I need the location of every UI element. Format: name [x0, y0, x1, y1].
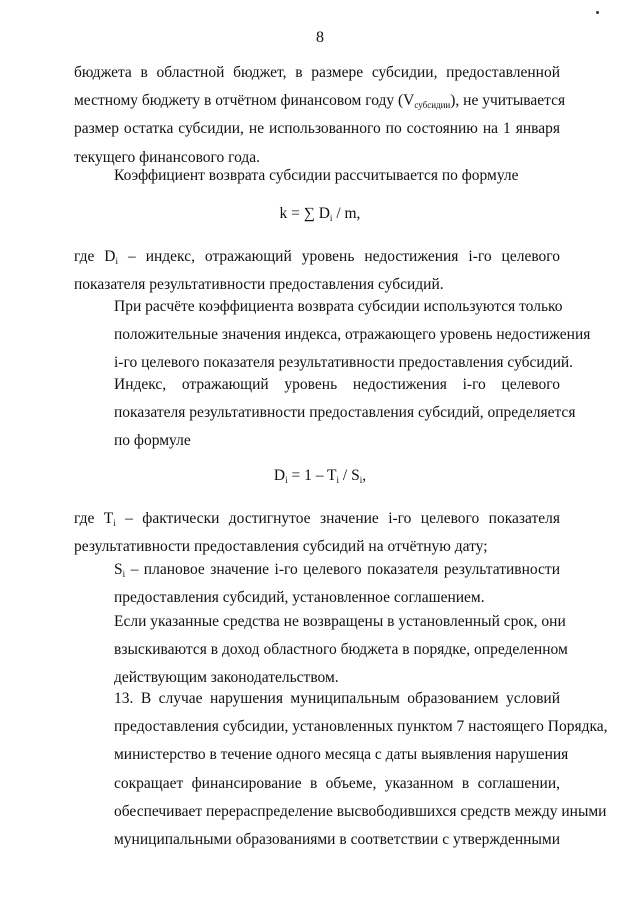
text-line: 13. В случае нарушения муниципальным образованием условий	[114, 690, 560, 707]
paragraph-carryover	[74, 59, 566, 172]
paragraph-recovery	[74, 608, 568, 693]
paragraph-si-definition	[74, 556, 560, 612]
text-line: где $D_i$ – индекс, отражающий уровень недостижения i-го целевого	[74, 248, 561, 266]
formula-index: $D_i = 1 - T_i / S_i$,	[273, 467, 367, 485]
text-line: предоставления субсидий, установленное соглашением.	[114, 589, 485, 607]
text-line: обеспечивает перераспределение высвободившихся средств между иными	[114, 802, 607, 820]
text-line: $S_i$ – плановое значение i-го целевого показателя результативности	[114, 561, 560, 579]
text-line: При расчёте коэффициента возврата субсидии используются только	[114, 298, 563, 315]
text-line: размер остатка субсидии, не использованного по состоянию на 1 января	[74, 120, 560, 138]
paragraph-section-13	[74, 685, 608, 854]
text-line: по формуле	[114, 432, 191, 450]
text-line: действующим законодательством.	[114, 669, 339, 687]
paragraph-positive-values	[74, 293, 591, 378]
text-line: i-го целевого показателя результативности предоставления субсидий.	[114, 354, 574, 372]
page-number: 8	[316, 29, 324, 46]
scan-dot	[596, 11, 599, 14]
formula-coefficient: k = ∑ $D_i$ / m,	[279, 205, 361, 223]
text-line: бюджета в областной бюджет, в размере субсидии, предоставленной	[74, 64, 560, 81]
paragraph-coefficient-intro	[74, 162, 560, 190]
text-line: министерство в течение одного месяца с даты выявления нарушения	[114, 746, 569, 764]
text-line: текущего финансового года.	[74, 148, 261, 166]
text-line: показателя результативности предоставления субсидий.	[74, 276, 444, 294]
text-line: муниципальными образованиями в соответствии с утвержденными	[114, 831, 560, 849]
text-line: местному бюджету в отчётном финансовом году $(V_{субсидии})$, не учитывается	[74, 92, 566, 111]
text-line: положительные значения индекса, отражающего уровень недостижения	[114, 326, 591, 344]
text-line: результативности предоставления субсидий на отчётную дату;	[74, 538, 488, 556]
text-line: где $T_i$ – фактически достигнутое значение i-го целевого показателя	[74, 510, 560, 528]
text-line: показателя результативности предоставления субсидий, определяется	[114, 404, 576, 422]
text-line: Индекс, отражающий уровень недостижения i-го целевого	[114, 376, 560, 393]
text-line: предоставления субсидии, установленных пунктом 7 настоящего Порядка,	[114, 718, 608, 736]
text-line: Если указанные средства не возвращены в установленный срок, они	[114, 613, 566, 630]
text-line: Коэффициент возврата субсидии рассчитывается по формуле	[114, 167, 519, 184]
paragraph-index-intro	[74, 371, 576, 456]
paragraph-di-definition	[74, 243, 560, 299]
paragraph-ti-definition	[74, 505, 560, 561]
text-line: сокращает финансирование в объеме, указанном в соглашении,	[114, 774, 560, 792]
text-line: взыскиваются в доход областного бюджета в порядке, определенном	[114, 641, 568, 659]
